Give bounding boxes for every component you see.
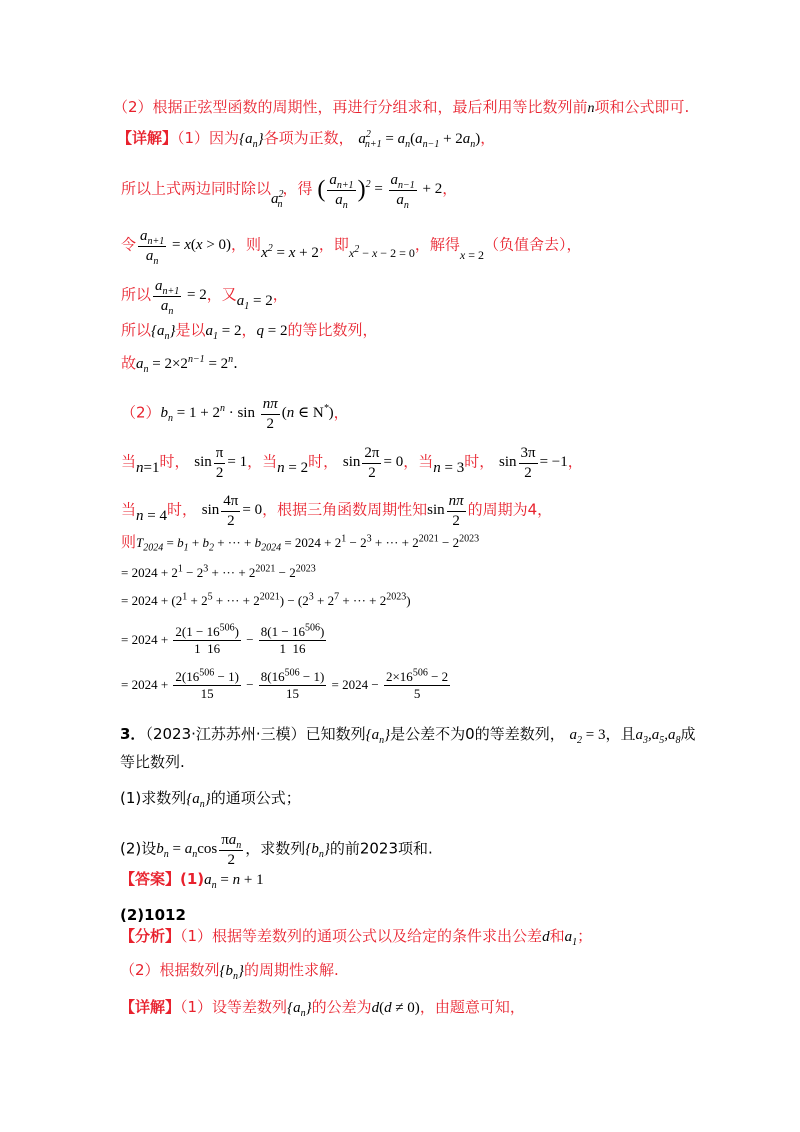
sum-line-1: 则$T_{2024} = b_1 + b_2$ + ··· + $b_{2024} = 2024 + 2^1 - 2^3$ + ··· + $2^{2021} - 2^{2023}$: [121, 533, 480, 554]
when-line-1: 当n=1时， sin $\frac{\pi}{2}$ = 1，当n = 2时， sin $\frac{2\pi}{2}$ = 0，当n = 3时， sin $\frac{3\pi}{2}$ = −1，: [121, 445, 583, 481]
q3-stem-2: 等比数列.: [120, 753, 185, 771]
q3-detail: 【详解】（1）设等差数列$\{a_n\}$的公差为d(d ≠ 0)，由题意可知，: [120, 998, 525, 1019]
analysis-tag: 【分析】: [120, 927, 181, 945]
sum-line-4: = 2024 + $\frac{2(1 - 16^{506})}{1 16}$ − $\frac{8(1 - 16^{506})}{1 16}$: [121, 622, 325, 657]
ratio-eq: ( $\frac{a_{n+1}}{a_n}$ )$^2$ = $\frac{a_{n-1}}{a_n}$ + 2: [317, 172, 443, 211]
q3-analysis-1: 【分析】（1）根据等差数列的通项公式以及给定的条件求出公差d和$a_1$；: [120, 927, 593, 948]
hint-text: （2）根据正弦型函数的周期性，再进行分组求和，最后利用等比数列前: [113, 98, 588, 116]
gu-line: 故$a_n = 2\times 2^{n-1} = 2^n$.: [121, 354, 238, 375]
sum-line-2: = $2024 + 2^1 - 2^3$ + ··· + $2^{2021} - 2^{2023}$: [121, 563, 316, 580]
detail-line-1: 【详解】（1）因为$\{a_n\}$各项为正数， $a^2_{n+1} = a_n(a_{n-1} + 2a_n)$，: [117, 129, 496, 150]
q3-sub2: (2)设$b_n = a_n\cos$ $\pi a_n$ 2 ，求数列$\{b_n\}$的前2023项和.: [120, 832, 433, 868]
q3-answer: 【答案】$(1)a_n = n + 1$: [120, 870, 264, 891]
let-line: 令 $\frac{a_{n+1}}{a_n}$ = x(x > 0)，则$x^2 = x + 2$，即$_{x^2 - x - 2 = 0}$，解得$_{x = 2}$（负值舍去），: [121, 228, 582, 267]
when-line-2: 当n = 4时， sin $\frac{4\pi}{2}$ = 0，根据三角函数周期性知sin $\frac{n\pi}{2}$ 的周期为4，: [121, 493, 553, 529]
sum-line-3: = $2024 + (2^1 + 2^5$ + ··· + $2^{2021}) - (2^3 + 2^7$ + ··· + $2^{2023}$): [121, 591, 411, 608]
q3-answer-2: (2)1012: [120, 906, 186, 924]
divide-line: 所以上式两边同时除以$a^2_n$，得 ( $\frac{a_{n+1}}{a_n}$ )$^2$ = $\frac{a_{n-1}}{a_n}$ + 2，: [121, 172, 458, 211]
geo-line: 所以$\{a_n\}$是以$a_1 = 2$，q = 2的等比数列，: [121, 321, 378, 342]
recurrence-formula: $a^2_{n+1} = a_n(a_{n-1} + 2a_n)$: [358, 129, 481, 150]
q3-stem: 3．（2023·江苏苏州·三模）已知数列$\{a_n\}$是公差不为0的等差数列， $a_2 = 3$，且$a_3,a_5,a_8$成: [120, 725, 696, 746]
let-formula: $\frac{a_{n+1}}{a_n}$ = x(x > 0): [140, 228, 232, 267]
answer-tag: 【答案】: [120, 870, 181, 888]
q3-analysis-2: （2）根据数列$\{b_n\}$的周期性求解.: [120, 961, 339, 982]
sum-line-5: = 2024 + $\frac{2(16^{506} - 1)}{15}$ − $\frac{8(16^{506} - 1)}{15}$ = 2024 − $\frac{2\times 16^{506} - 2}{5}$: [121, 667, 449, 702]
q3-source: （2023·江苏苏州·三模）: [145, 725, 306, 743]
so-line: 所以 $\frac{a_{n+1}}{a_n}$ = 2，又$a_1 = 2$，: [121, 278, 288, 317]
detail-tag: 【详解】: [117, 129, 178, 147]
hint-line: [113, 100, 800, 116]
q3-sub1: (1)求数列$\{a_n\}$的通项公式；: [120, 789, 301, 810]
an-squared: $a^2_n$: [271, 189, 284, 211]
seq-a: $\{a_n\}$: [239, 131, 264, 150]
hint-tail: 项和公式即可.: [594, 98, 690, 116]
hint-n: n: [587, 101, 595, 116]
q3-number: 3．: [120, 725, 146, 743]
bn-line: $(2)b_n = 1 + 2^n \cdot \sin$ $\frac{n\pi}{2}$ (n ∈ N*)，: [121, 396, 349, 432]
